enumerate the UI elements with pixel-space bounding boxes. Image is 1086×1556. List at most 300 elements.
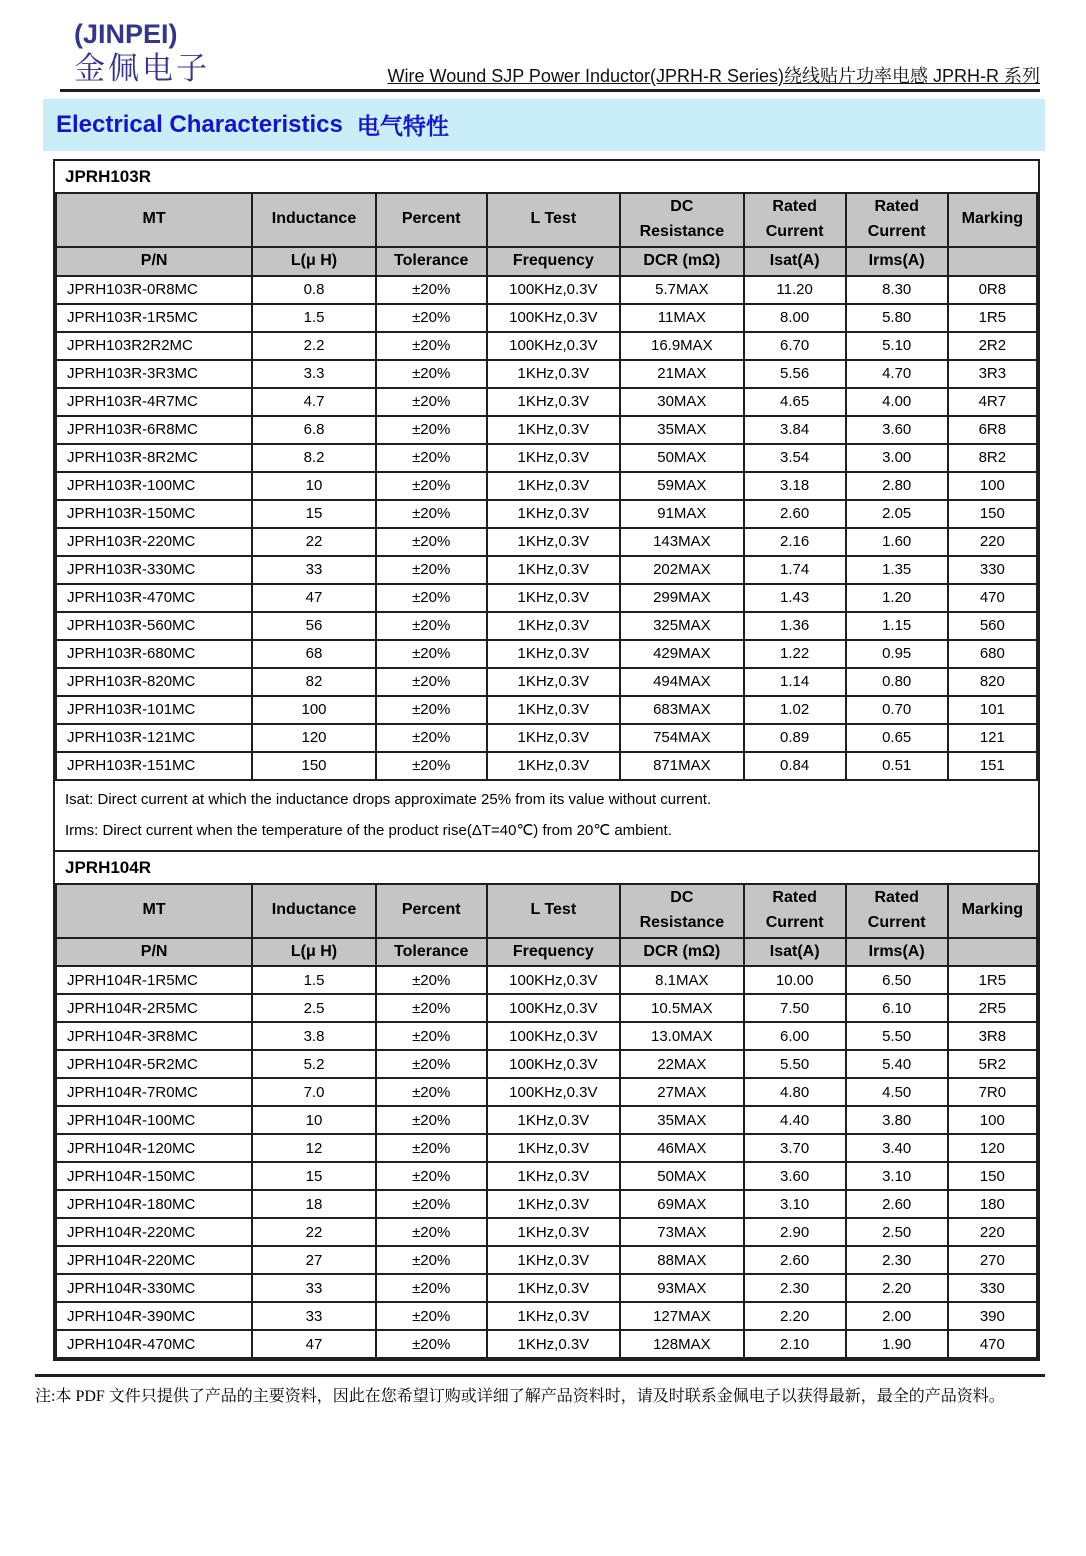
- table-cell: 0.89: [744, 724, 846, 752]
- table-row: [56, 1162, 1037, 1190]
- column-header: Rated Current: [846, 193, 948, 247]
- table-cell: 150: [252, 752, 376, 780]
- column-header: Rated Current: [744, 884, 846, 938]
- table-cell: 33: [252, 1302, 376, 1330]
- table-row: [56, 500, 1037, 528]
- table-cell: JPRH104R-470MC: [56, 1330, 252, 1358]
- table-cell: 1KHz,0.3V: [487, 388, 620, 416]
- table-cell: 3.60: [846, 416, 948, 444]
- table-cell: 1KHz,0.3V: [487, 416, 620, 444]
- table-cell: JPRH103R-121MC: [56, 724, 252, 752]
- table-cell: ±20%: [376, 752, 487, 780]
- table-cell: 494MAX: [620, 668, 744, 696]
- table-cell: JPRH103R-1R5MC: [56, 304, 252, 332]
- table-cell: 35MAX: [620, 1106, 744, 1134]
- column-header: Isat(A): [744, 938, 846, 967]
- table-cell: 7.50: [744, 994, 846, 1022]
- document-title: Wire Wound SJP Power Inductor(JPRH-R Series)绕线贴片功率电感 JPRH-R 系列: [387, 65, 1040, 86]
- table-cell: 2.10: [744, 1330, 846, 1358]
- table-row: [56, 1274, 1037, 1302]
- table-cell: 120: [948, 1134, 1037, 1162]
- table-row: [56, 1106, 1037, 1134]
- table-cell: JPRH104R-100MC: [56, 1106, 252, 1134]
- table-cell: 0.51: [846, 752, 948, 780]
- table-row: [56, 332, 1037, 360]
- table-cell: 33: [252, 1274, 376, 1302]
- column-header: Frequency: [487, 938, 620, 967]
- table-cell: ±20%: [376, 360, 487, 388]
- table-cell: ±20%: [376, 416, 487, 444]
- column-header: Irms(A): [846, 247, 948, 276]
- section-title-en: Electrical Characteristics: [56, 110, 343, 138]
- table-cell: 1.43: [744, 584, 846, 612]
- table-cell: 1KHz,0.3V: [487, 752, 620, 780]
- table-cell: 5.40: [846, 1050, 948, 1078]
- table-cell: JPRH103R-151MC: [56, 752, 252, 780]
- table-cell: 100KHz,0.3V: [487, 276, 620, 304]
- table-cell: 3.40: [846, 1134, 948, 1162]
- table-cell: ±20%: [376, 994, 487, 1022]
- table-cell: 100: [252, 696, 376, 724]
- table-cell: 2R5: [948, 994, 1037, 1022]
- table-row: [56, 696, 1037, 724]
- table-cell: 220: [948, 528, 1037, 556]
- table-cell: 100: [948, 1106, 1037, 1134]
- table-cell: JPRH104R-220MC: [56, 1218, 252, 1246]
- table-cell: 3.00: [846, 444, 948, 472]
- table-cell: 6.00: [744, 1022, 846, 1050]
- table-cell: JPRH103R-560MC: [56, 612, 252, 640]
- table-cell: 12: [252, 1134, 376, 1162]
- table-cell: 30MAX: [620, 388, 744, 416]
- column-header: Percent: [376, 884, 487, 938]
- table-cell: 73MAX: [620, 1218, 744, 1246]
- table-cell: 1KHz,0.3V: [487, 1106, 620, 1134]
- table-cell: 150: [948, 500, 1037, 528]
- table-row: [56, 276, 1037, 304]
- table-cell: 1.5: [252, 966, 376, 994]
- table-cell: 820: [948, 668, 1037, 696]
- column-header: L(μ H): [252, 247, 376, 276]
- table-cell: 1.90: [846, 1330, 948, 1358]
- table-cell: 5.56: [744, 360, 846, 388]
- table-cell: ±20%: [376, 1078, 487, 1106]
- column-header: Irms(A): [846, 938, 948, 967]
- table-row: [56, 1134, 1037, 1162]
- table-cell: 299MAX: [620, 584, 744, 612]
- table-cell: ±20%: [376, 1274, 487, 1302]
- table-cell: 8.00: [744, 304, 846, 332]
- footer-note: 注:本 PDF 文件只提供了产品的主要资料，因此在您希望订购或详细了解产品资料时，请及时联系金佩电子以获得最新，最全的产品资料。: [35, 1388, 1005, 1406]
- datasheet-page: [0, 20, 1086, 1406]
- table-cell: ±20%: [376, 724, 487, 752]
- table-cell: 683MAX: [620, 696, 744, 724]
- table-cell: 100: [948, 472, 1037, 500]
- table-cell: 56: [252, 612, 376, 640]
- table-row: [56, 994, 1037, 1022]
- table-row: [56, 752, 1037, 780]
- table-cell: 8.2: [252, 444, 376, 472]
- table-cell: ±20%: [376, 1190, 487, 1218]
- table-cell: 8.1MAX: [620, 966, 744, 994]
- table-cell: 150: [948, 1162, 1037, 1190]
- column-header: L Test: [487, 884, 620, 938]
- table-cell: 1KHz,0.3V: [487, 556, 620, 584]
- table-cell: 0.65: [846, 724, 948, 752]
- table-cell: 1KHz,0.3V: [487, 1274, 620, 1302]
- table-cell: 5R2: [948, 1050, 1037, 1078]
- table-cell: 3.8: [252, 1022, 376, 1050]
- spec-table-jprh104r: [55, 883, 1038, 1360]
- column-header: L(μ H): [252, 938, 376, 967]
- table-cell: 47: [252, 584, 376, 612]
- table-cell: 1.5: [252, 304, 376, 332]
- column-header: Rated Current: [744, 193, 846, 247]
- table-cell: 1.15: [846, 612, 948, 640]
- table-row: [56, 1246, 1037, 1274]
- table-cell: ±20%: [376, 1050, 487, 1078]
- table-cell: 15: [252, 500, 376, 528]
- table-cell: 47: [252, 1330, 376, 1358]
- table-row: [56, 1330, 1037, 1358]
- table-cell: JPRH103R-8R2MC: [56, 444, 252, 472]
- table-cell: 390: [948, 1302, 1037, 1330]
- page-header: [60, 20, 1040, 92]
- table-row: [56, 584, 1037, 612]
- table-cell: 1KHz,0.3V: [487, 1134, 620, 1162]
- header-row-groups: [56, 193, 1037, 247]
- table-cell: 1KHz,0.3V: [487, 472, 620, 500]
- table-row: [56, 472, 1037, 500]
- table-cell: ±20%: [376, 1106, 487, 1134]
- table-cell: JPRH103R-150MC: [56, 500, 252, 528]
- table-cell: 1KHz,0.3V: [487, 696, 620, 724]
- table-cell: JPRH103R-220MC: [56, 528, 252, 556]
- table-row: [56, 1078, 1037, 1106]
- table-cell: 270: [948, 1246, 1037, 1274]
- table-cell: JPRH103R2R2MC: [56, 332, 252, 360]
- table-cell: JPRH104R-120MC: [56, 1134, 252, 1162]
- table-cell: 2.60: [744, 500, 846, 528]
- table-cell: 754MAX: [620, 724, 744, 752]
- table-cell: ±20%: [376, 500, 487, 528]
- table-row: [56, 444, 1037, 472]
- table-cell: 871MAX: [620, 752, 744, 780]
- table-cell: 1R5: [948, 966, 1037, 994]
- table-row: [56, 966, 1037, 994]
- table-cell: 2.2: [252, 332, 376, 360]
- table-cell: 100KHz,0.3V: [487, 1078, 620, 1106]
- table-cell: 8.30: [846, 276, 948, 304]
- table-cell: 0.8: [252, 276, 376, 304]
- table-cell: 10.5MAX: [620, 994, 744, 1022]
- table-cell: 220: [948, 1218, 1037, 1246]
- table-cell: ±20%: [376, 668, 487, 696]
- table-cell: 15: [252, 1162, 376, 1190]
- table-cell: 3.10: [846, 1162, 948, 1190]
- table-cell: 27: [252, 1246, 376, 1274]
- table-cell: 429MAX: [620, 640, 744, 668]
- table-row: [56, 1302, 1037, 1330]
- table-cell: 4.40: [744, 1106, 846, 1134]
- table-cell: 1KHz,0.3V: [487, 1190, 620, 1218]
- table-cell: 4.50: [846, 1078, 948, 1106]
- table-cell: ±20%: [376, 528, 487, 556]
- table-cell: JPRH103R-3R3MC: [56, 360, 252, 388]
- table-cell: 202MAX: [620, 556, 744, 584]
- table-cell: 151: [948, 752, 1037, 780]
- column-header: L Test: [487, 193, 620, 247]
- table-cell: 93MAX: [620, 1274, 744, 1302]
- table-cell: 2.60: [744, 1246, 846, 1274]
- column-header: [948, 247, 1037, 276]
- table-cell: 100KHz,0.3V: [487, 332, 620, 360]
- table-cell: 1KHz,0.3V: [487, 724, 620, 752]
- table-cell: 560: [948, 612, 1037, 640]
- table-cell: 11MAX: [620, 304, 744, 332]
- column-header: DCR (mΩ): [620, 938, 744, 967]
- table-cell: 2.90: [744, 1218, 846, 1246]
- table-cell: 6.10: [846, 994, 948, 1022]
- column-header: MT: [56, 884, 252, 938]
- table-cell: 1KHz,0.3V: [487, 528, 620, 556]
- table-cell: 1KHz,0.3V: [487, 640, 620, 668]
- table-cell: 22MAX: [620, 1050, 744, 1078]
- table-cell: 3.3: [252, 360, 376, 388]
- table-cell: 3.18: [744, 472, 846, 500]
- table-cell: 1.60: [846, 528, 948, 556]
- table-cell: 68: [252, 640, 376, 668]
- table-cell: 1KHz,0.3V: [487, 500, 620, 528]
- note-isat: Isat: Direct current at which the inductance drops approximate 25% from its value without current.: [65, 790, 712, 808]
- column-header: DC Resistance: [620, 884, 744, 938]
- table-cell: 3R3: [948, 360, 1037, 388]
- table-cell: ±20%: [376, 1302, 487, 1330]
- logo-text-zh: 金佩电子: [74, 50, 210, 86]
- table-cell: 1.36: [744, 612, 846, 640]
- table-cell: 101: [948, 696, 1037, 724]
- table-cell: 3.80: [846, 1106, 948, 1134]
- table-cell: 330: [948, 556, 1037, 584]
- table-cell: 22: [252, 1218, 376, 1246]
- table-row: [56, 416, 1037, 444]
- spec-tables-container: [53, 159, 1040, 1362]
- column-header: Inductance: [252, 193, 376, 247]
- table-cell: 1KHz,0.3V: [487, 1218, 620, 1246]
- table-cell: 10.00: [744, 966, 846, 994]
- table-cell: 120: [252, 724, 376, 752]
- table-cell: 3.84: [744, 416, 846, 444]
- table-cell: 3R8: [948, 1022, 1037, 1050]
- table-cell: 470: [948, 1330, 1037, 1358]
- table-cell: 88MAX: [620, 1246, 744, 1274]
- table-cell: 325MAX: [620, 612, 744, 640]
- table-cell: 1.02: [744, 696, 846, 724]
- table-cell: 0R8: [948, 276, 1037, 304]
- header-row-units: [56, 247, 1037, 276]
- table-cell: JPRH103R-100MC: [56, 472, 252, 500]
- table-row: [56, 640, 1037, 668]
- table-cell: 4.00: [846, 388, 948, 416]
- table-row: [56, 556, 1037, 584]
- table-cell: 3.70: [744, 1134, 846, 1162]
- table-row: [56, 1218, 1037, 1246]
- table-cell: 6.8: [252, 416, 376, 444]
- table-cell: ±20%: [376, 696, 487, 724]
- column-header: P/N: [56, 247, 252, 276]
- table-cell: ±20%: [376, 1246, 487, 1274]
- table-cell: 100KHz,0.3V: [487, 1022, 620, 1050]
- table-cell: JPRH103R-4R7MC: [56, 388, 252, 416]
- table-cell: 6R8: [948, 416, 1037, 444]
- section-title-zh: 电气特性: [356, 113, 449, 140]
- table-cell: JPRH104R-180MC: [56, 1190, 252, 1218]
- table-cell: 4.80: [744, 1078, 846, 1106]
- table-cell: ±20%: [376, 472, 487, 500]
- table-cell: JPRH103R-680MC: [56, 640, 252, 668]
- table-cell: 7.0: [252, 1078, 376, 1106]
- table-cell: 1KHz,0.3V: [487, 444, 620, 472]
- table-cell: 22: [252, 528, 376, 556]
- table-cell: 59MAX: [620, 472, 744, 500]
- table-cell: JPRH103R-470MC: [56, 584, 252, 612]
- logo-text-en: (JINPEI): [74, 19, 178, 49]
- table-cell: 330: [948, 1274, 1037, 1302]
- table-cell: 11.20: [744, 276, 846, 304]
- table-cell: 100KHz,0.3V: [487, 1050, 620, 1078]
- table-row: [56, 360, 1037, 388]
- table-cell: ±20%: [376, 332, 487, 360]
- table-cell: ±20%: [376, 1134, 487, 1162]
- column-header: P/N: [56, 938, 252, 967]
- table-cell: 3.10: [744, 1190, 846, 1218]
- table-row: [56, 528, 1037, 556]
- table-cell: ±20%: [376, 1162, 487, 1190]
- table-row: [56, 388, 1037, 416]
- table-cell: ±20%: [376, 966, 487, 994]
- table-cell: 82: [252, 668, 376, 696]
- table-cell: 1KHz,0.3V: [487, 360, 620, 388]
- table-cell: 1.74: [744, 556, 846, 584]
- column-header: Tolerance: [376, 938, 487, 967]
- table-cell: 33: [252, 556, 376, 584]
- table-cell: 2.00: [846, 1302, 948, 1330]
- table-cell: ±20%: [376, 584, 487, 612]
- table-cell: 6.70: [744, 332, 846, 360]
- table-cell: 0.95: [846, 640, 948, 668]
- table-cell: 1KHz,0.3V: [487, 612, 620, 640]
- table-cell: JPRH104R-390MC: [56, 1302, 252, 1330]
- table-cell: 2.20: [846, 1274, 948, 1302]
- table-cell: JPRH104R-1R5MC: [56, 966, 252, 994]
- table-cell: 1.22: [744, 640, 846, 668]
- table-cell: JPRH104R-3R8MC: [56, 1022, 252, 1050]
- table-cell: 27MAX: [620, 1078, 744, 1106]
- table-cell: ±20%: [376, 444, 487, 472]
- header-row-groups: [56, 884, 1037, 938]
- table-cell: JPRH104R-220MC: [56, 1246, 252, 1274]
- table-cell: 2.30: [846, 1246, 948, 1274]
- table-cell: 4.65: [744, 388, 846, 416]
- table-cell: 21MAX: [620, 360, 744, 388]
- table-cell: 50MAX: [620, 444, 744, 472]
- table-cell: 680: [948, 640, 1037, 668]
- table-cell: ±20%: [376, 1218, 487, 1246]
- table-cell: 5.50: [846, 1022, 948, 1050]
- column-header: Marking: [948, 193, 1037, 247]
- table-cell: JPRH104R-330MC: [56, 1274, 252, 1302]
- table-cell: 0.80: [846, 668, 948, 696]
- table-cell: ±20%: [376, 640, 487, 668]
- table-cell: 50MAX: [620, 1162, 744, 1190]
- table-cell: 2.20: [744, 1302, 846, 1330]
- table-cell: ±20%: [376, 612, 487, 640]
- table-cell: 0.84: [744, 752, 846, 780]
- column-header: DC Resistance: [620, 193, 744, 247]
- table-cell: 127MAX: [620, 1302, 744, 1330]
- table-cell: 2.50: [846, 1218, 948, 1246]
- notes-block: [55, 781, 1038, 852]
- table-cell: 5.80: [846, 304, 948, 332]
- table-cell: 143MAX: [620, 528, 744, 556]
- table-cell: 2.30: [744, 1274, 846, 1302]
- table-title-jprh104r: JPRH104R: [65, 857, 151, 877]
- table-cell: 2.16: [744, 528, 846, 556]
- table-cell: 6.50: [846, 966, 948, 994]
- table-cell: ±20%: [376, 1022, 487, 1050]
- table-cell: ±20%: [376, 388, 487, 416]
- table-row: [56, 724, 1037, 752]
- table-cell: JPRH103R-101MC: [56, 696, 252, 724]
- table-cell: 3.60: [744, 1162, 846, 1190]
- table-cell: JPRH104R-150MC: [56, 1162, 252, 1190]
- table-cell: ±20%: [376, 276, 487, 304]
- column-header: [948, 938, 1037, 967]
- table-cell: 5.2: [252, 1050, 376, 1078]
- table-cell: 121: [948, 724, 1037, 752]
- section-banner: [43, 99, 1045, 151]
- table-cell: 1KHz,0.3V: [487, 1246, 620, 1274]
- table-cell: 1KHz,0.3V: [487, 1162, 620, 1190]
- table-row: [56, 612, 1037, 640]
- table-cell: 1.14: [744, 668, 846, 696]
- table-cell: JPRH104R-5R2MC: [56, 1050, 252, 1078]
- column-header: Frequency: [487, 247, 620, 276]
- table-row: [56, 668, 1037, 696]
- column-header: Isat(A): [744, 247, 846, 276]
- table-cell: 3.54: [744, 444, 846, 472]
- table-cell: 1KHz,0.3V: [487, 1302, 620, 1330]
- table-row: [56, 1190, 1037, 1218]
- table-cell: 4R7: [948, 388, 1037, 416]
- table-cell: 0.70: [846, 696, 948, 724]
- table-cell: 2.05: [846, 500, 948, 528]
- table-cell: 100KHz,0.3V: [487, 966, 620, 994]
- column-header: Inductance: [252, 884, 376, 938]
- column-header: Tolerance: [376, 247, 487, 276]
- column-header: Rated Current: [846, 884, 948, 938]
- table-cell: 8R2: [948, 444, 1037, 472]
- table-title-jprh103r: JPRH103R: [65, 166, 151, 186]
- table-cell: 16.9MAX: [620, 332, 744, 360]
- table-cell: 470: [948, 584, 1037, 612]
- table-row: [56, 1050, 1037, 1078]
- column-header: Marking: [948, 884, 1037, 938]
- table-cell: ±20%: [376, 304, 487, 332]
- table-cell: 4.7: [252, 388, 376, 416]
- table-cell: JPRH103R-0R8MC: [56, 276, 252, 304]
- table-cell: 18: [252, 1190, 376, 1218]
